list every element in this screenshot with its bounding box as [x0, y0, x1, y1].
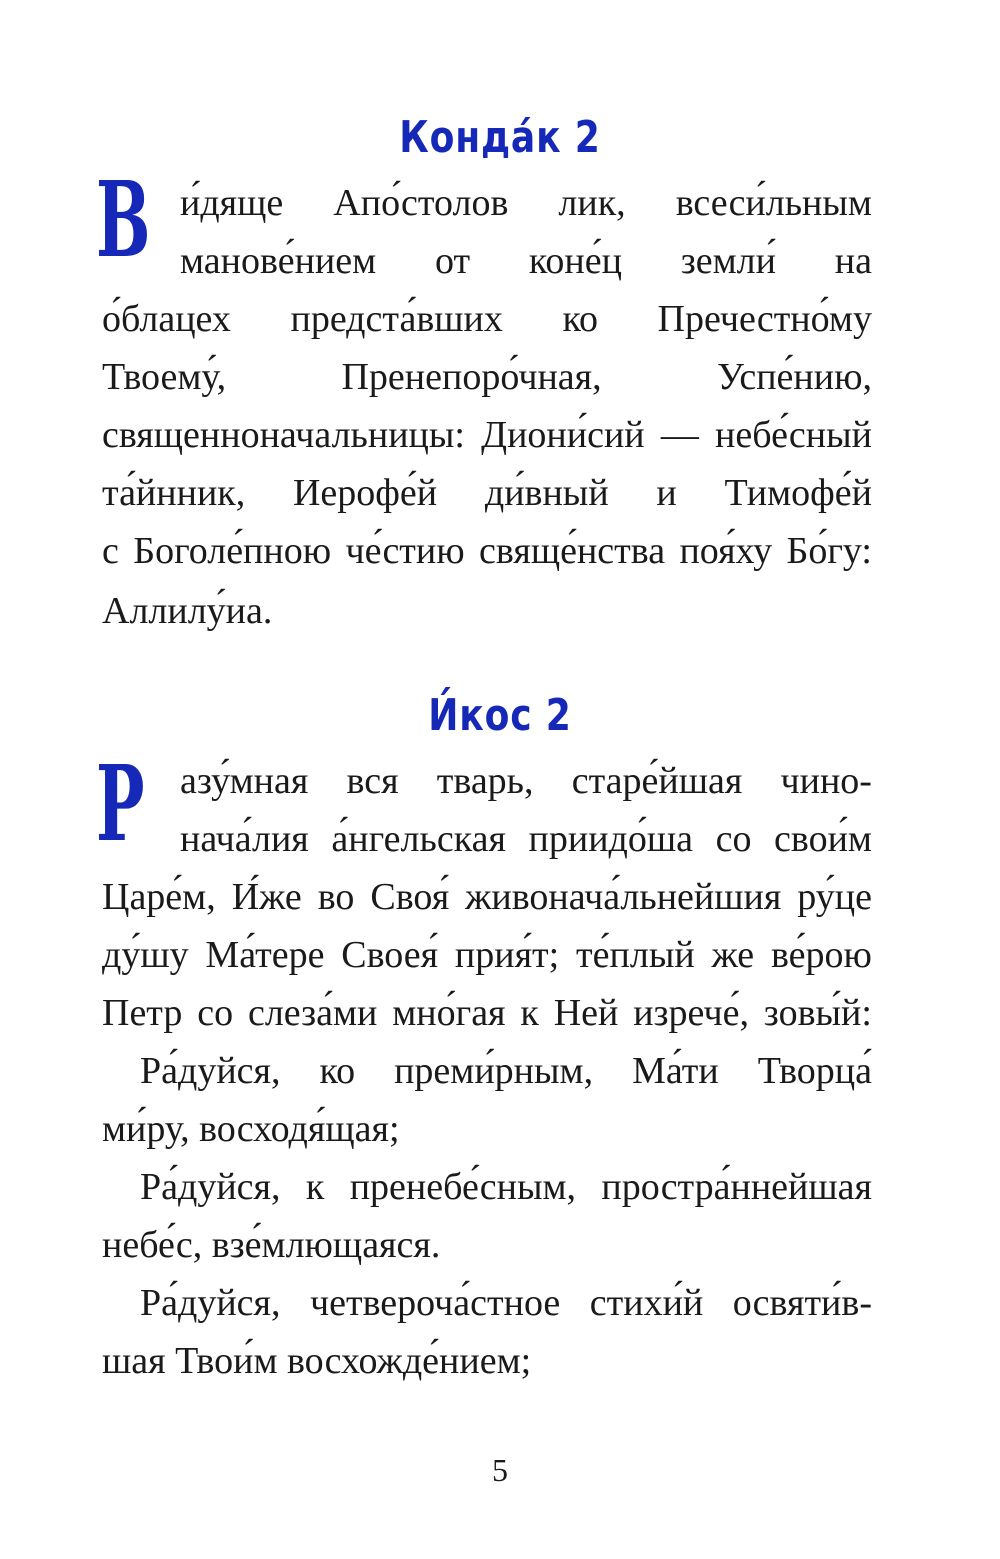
word: Ра́дуйся,	[140, 1050, 281, 1092]
kondak-line-1	[180, 184, 872, 222]
word: приидо́ша	[528, 818, 693, 860]
word: всеси́льным	[675, 182, 872, 224]
word: коне́ц	[528, 240, 622, 282]
chairetismos-3-line-1	[140, 1284, 872, 1322]
ikos-heading: И́кос 2	[428, 690, 572, 741]
word: свяще́нства	[479, 530, 666, 572]
word: преми́рным,	[394, 1050, 594, 1092]
word: И́же	[231, 876, 302, 918]
word: Апо́столов	[333, 182, 509, 224]
word: на	[834, 240, 872, 282]
word: пренебе́сным,	[349, 1166, 577, 1208]
word: Ра́дуйся,	[140, 1166, 281, 1208]
word: Пречестно́му	[657, 298, 872, 340]
word: Иерофе́й	[292, 472, 438, 514]
word: и́дяще	[180, 182, 284, 224]
word: —	[660, 414, 699, 456]
word: Твоему́,	[102, 356, 227, 398]
ikos-line-1	[180, 762, 872, 800]
word: освяти́в-	[732, 1282, 872, 1324]
word: от	[434, 240, 471, 282]
word: прия́т;	[454, 934, 560, 976]
word: Петр	[102, 992, 183, 1034]
word: четвероча́стное	[309, 1282, 561, 1324]
word: старе́йшая	[571, 760, 743, 802]
ikos-line-4	[102, 936, 872, 974]
word: нача́лия	[180, 818, 309, 860]
word: священноначальницы:	[102, 414, 465, 456]
chairetismos-2-line-1	[140, 1168, 872, 1206]
word: вся	[346, 760, 399, 802]
word: Боголе́пною	[133, 530, 332, 572]
word: Ней	[553, 992, 619, 1034]
word: Ма́тере	[205, 934, 325, 976]
word: же	[711, 934, 755, 976]
kondak-line-7	[102, 532, 872, 570]
word: Диони́сий	[481, 414, 645, 456]
word: ди́вный	[484, 472, 609, 514]
word: Успе́нию,	[717, 356, 872, 398]
chairetismos-3-line-2: шая Твои́м восхожде́нием;	[102, 1340, 532, 1382]
chairetismos-2-line-2: небе́с, взе́млющаяся.	[102, 1224, 441, 1266]
word: ду́шу	[102, 934, 189, 976]
word: тварь,	[436, 760, 534, 802]
word: а́нгельская	[331, 818, 506, 860]
word: с	[102, 530, 119, 572]
word: простра́ннейшая	[601, 1166, 872, 1208]
word: стихи́й	[589, 1282, 704, 1324]
word: Царе́м,	[102, 876, 216, 918]
word: манове́нием	[180, 240, 377, 282]
word: ко	[562, 298, 598, 340]
ikos-line-2	[180, 820, 872, 858]
word: и	[656, 472, 677, 514]
kondak-line-6	[102, 474, 872, 512]
chairetismos-1-line-1	[140, 1052, 872, 1090]
word: Своя́	[370, 876, 450, 918]
word: со	[715, 818, 752, 860]
kondak-line-8: Аллилу́иа.	[102, 590, 273, 632]
word: со	[197, 992, 234, 1034]
word: о́блацех	[102, 298, 231, 340]
word: во	[317, 876, 355, 918]
word: ве́рою	[770, 934, 872, 976]
word: Бо́гу:	[786, 530, 872, 572]
word: живонача́льнейшия	[465, 876, 782, 918]
word: те́плый	[576, 934, 695, 976]
word: мно́гая	[392, 992, 506, 1034]
word: к	[520, 992, 539, 1034]
chairetismos-1-line-2: ми́ру, восходя́щая;	[102, 1108, 400, 1150]
word: Пренепоро́чная,	[341, 356, 602, 398]
kondak-dropcap: В	[96, 158, 151, 281]
ikos-line-3	[102, 878, 872, 916]
kondak-line-3	[102, 300, 872, 338]
word: Тимофе́й	[724, 472, 872, 514]
word: изрече́,	[633, 992, 749, 1034]
word: азу́мная	[180, 760, 309, 802]
kondak-line-2	[180, 242, 872, 280]
word: ру́це	[797, 876, 872, 918]
word: слеза́ми	[247, 992, 378, 1034]
word: та́йнник,	[102, 472, 246, 514]
word: чино-	[780, 760, 872, 802]
word: поя́ху	[679, 530, 773, 572]
word: свои́м	[774, 818, 872, 860]
word: к	[305, 1166, 325, 1208]
word: Ра́дуйся,	[140, 1282, 281, 1324]
word: земли́	[680, 240, 776, 282]
word: Ма́ти	[632, 1050, 719, 1092]
word: че́стию	[345, 530, 465, 572]
word: зовы́й:	[763, 992, 872, 1034]
word: лик,	[558, 182, 626, 224]
word: Своея́	[341, 934, 439, 976]
word: ко	[319, 1050, 356, 1092]
page-number: 5	[492, 1452, 508, 1488]
kondak-line-5	[102, 416, 872, 454]
word: Творца́	[757, 1050, 872, 1092]
ikos-dropcap: Р	[96, 742, 145, 865]
kondak-heading: Конда́к 2	[399, 112, 601, 163]
kondak-line-4	[102, 358, 872, 396]
word: предста́вших	[290, 298, 503, 340]
word: небе́сный	[715, 414, 872, 456]
ikos-line-5	[102, 994, 872, 1032]
